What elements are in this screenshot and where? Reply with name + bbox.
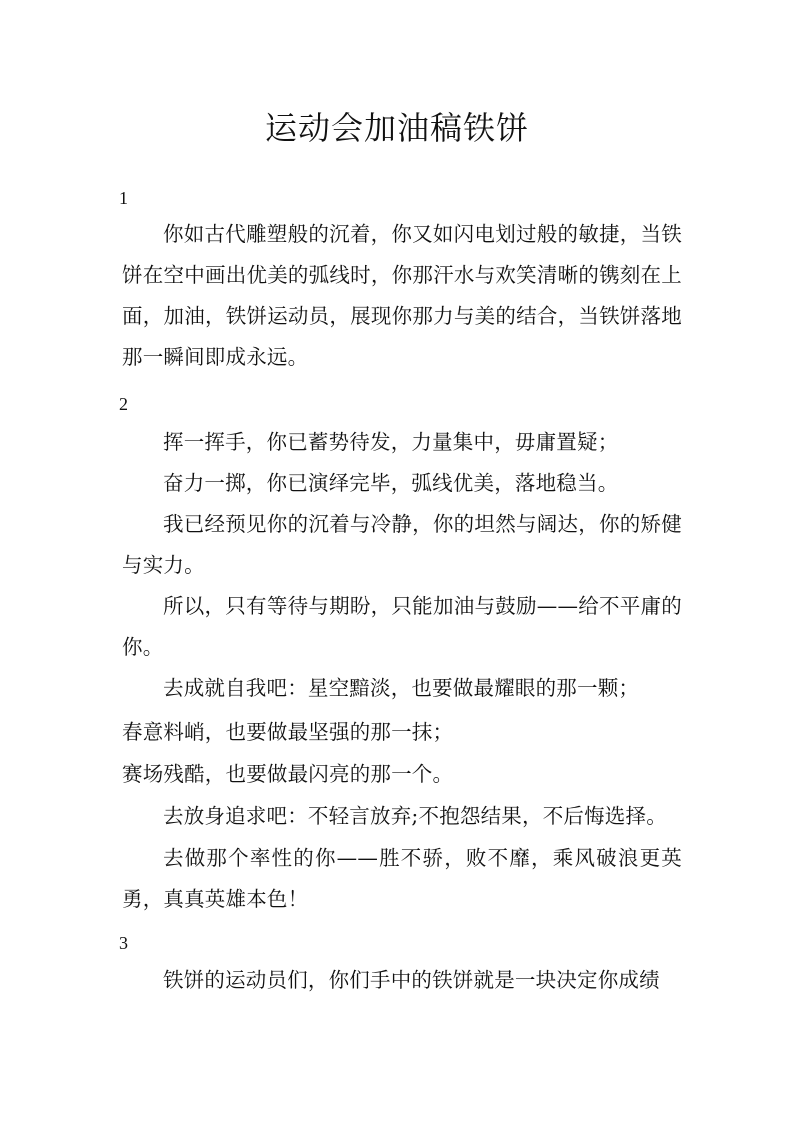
paragraph: 去成就自我吧：星空黯淡，也要做最耀眼的那一颗； [163,676,640,700]
paragraph: 去做那个率性的你——胜不骄，败不靡，乘风破浪更英勇，真真英雄本色！ [122,846,682,911]
paragraph: 春意料峭，也要做最坚强的那一抹； [122,720,454,744]
paragraph: 挥一挥手，你已蓄势待发，力量集中，毋庸置疑； [163,430,619,454]
section-number: 1 [119,188,128,208]
section-number: 2 [119,394,128,414]
section-number: 3 [119,933,128,953]
paragraph: 所以，只有等待与期盼，只能加油与鼓励——给不平庸的你。 [122,594,682,659]
document-title: 运动会加油稿铁饼 [264,109,529,147]
paragraph: 奋力一掷，你已演绎完毕，弧线优美，落地稳当。 [163,471,619,495]
paragraph: 你如古代雕塑般的沉着，你又如闪电划过般的敏捷，当铁饼在空中画出优美的弧线时，你那汗水与欢笑清晰的镌刻在上面，加油，铁饼运动员，展现你那力与美的结合，当铁饼落地那一瞬间即成永远。 [122,222,682,369]
paragraph: 铁饼的运动员们，你们手中的铁饼就是一块决定你成绩 [163,968,660,992]
paragraph: 去放身追求吧：不轻言放弃;不抱怨结果，不后悔选择。 [163,804,667,828]
paragraph: 赛场残酷，也要做最闪亮的那一个。 [122,762,454,786]
paragraph: 我已经预见你的沉着与冷静，你的坦然与阔达，你的矫健与实力。 [122,512,682,577]
